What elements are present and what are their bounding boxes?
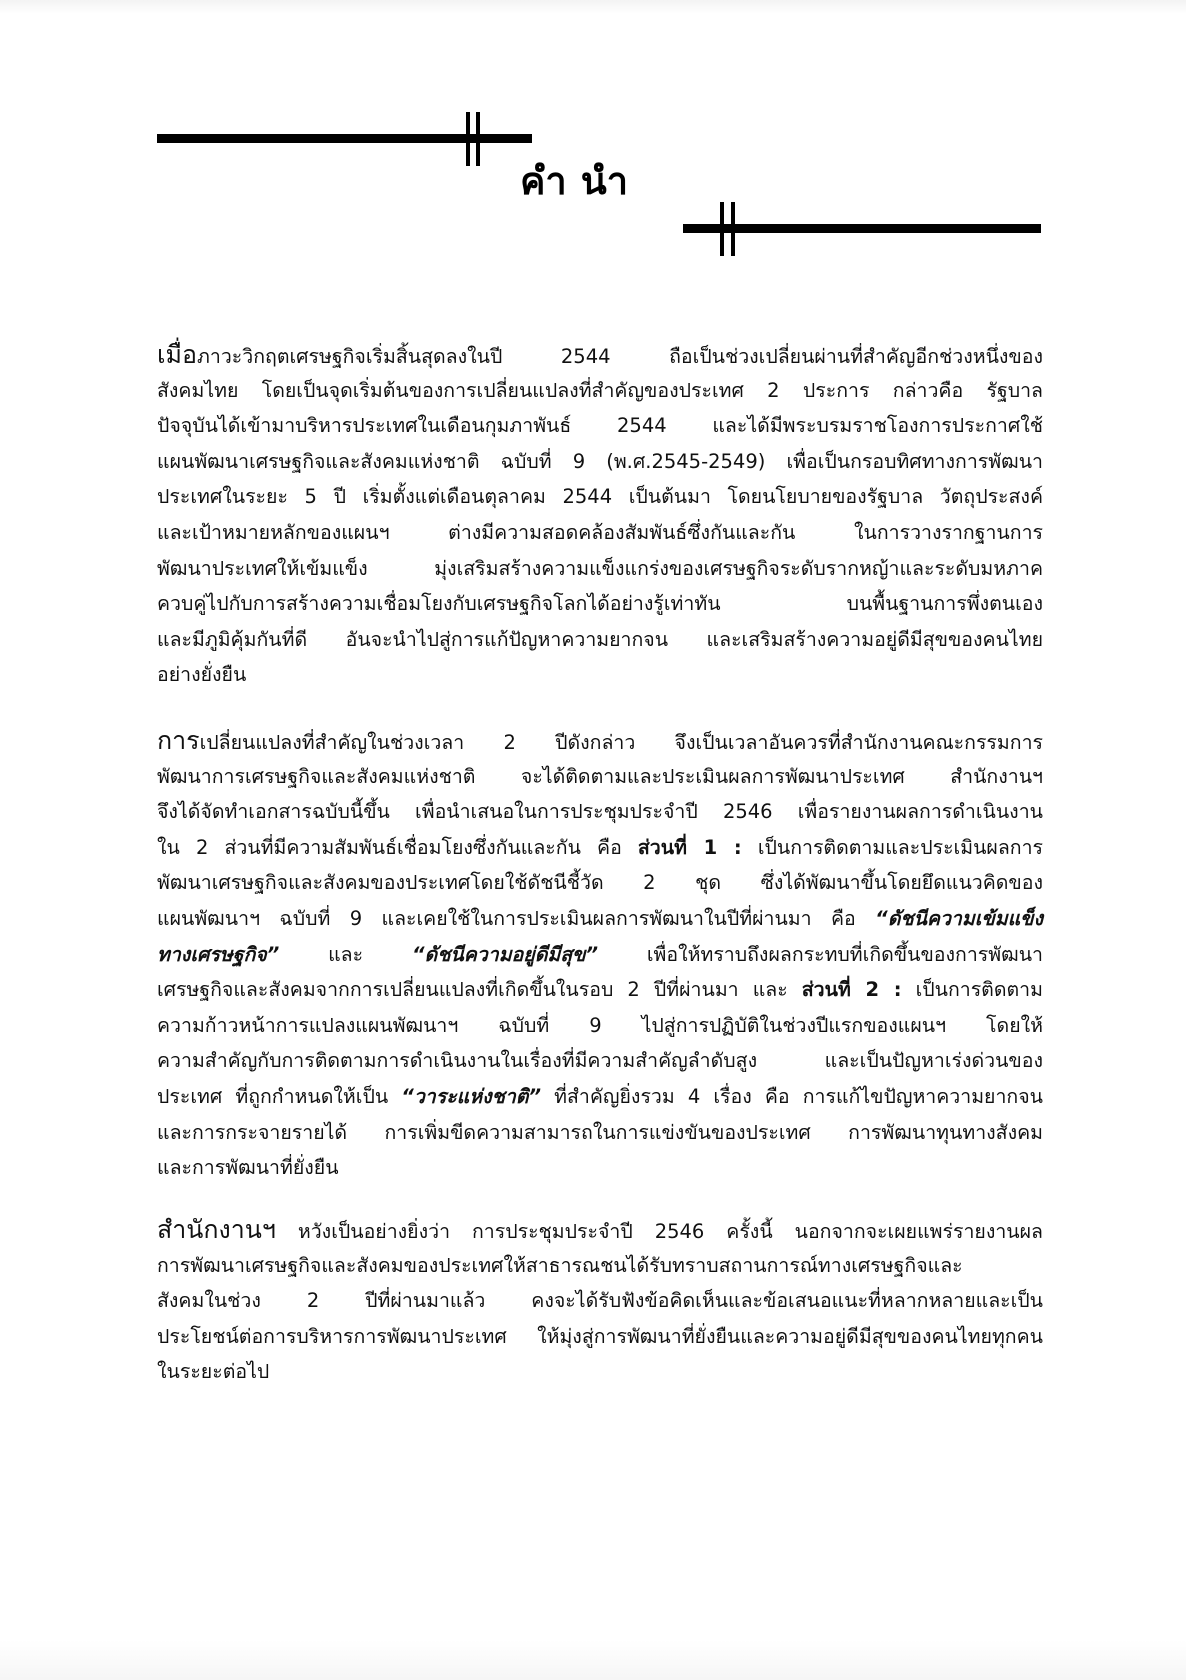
text-line: ความก้าวหน้าการแปลงแผนพัฒนาฯ ฉบับที่ 9 ไปสู่การปฏิบัติในช่วงปีแรกของแผนฯ โดยให้ — [157, 1013, 1043, 1037]
text-line: พัฒนาประเทศให้เข้มแข็ง มุ่งเสริมสร้างความแข็งแกร่งของเศรษฐกิจระดับรากหญ้าและระดับมหภาค — [157, 556, 1043, 580]
text-line: พัฒนาเศรษฐกิจและสังคมของประเทศโดยใช้ดัชนีชี้วัด 2 ชุด ซึ่งได้พัฒนาขึ้นโดยยึดแนวคิดของ — [157, 871, 1043, 895]
national-agenda-term: “วาระแห่งชาติ” — [401, 1084, 542, 1108]
text-line: ความสำคัญกับการติดตามการดำเนินงานในเรื่องที่มีความสำคัญลำดับสูง และเป็นปัญหาเร่งด่วนของ — [157, 1049, 1043, 1073]
text-line: และมีภูมิคุ้มกันที่ดี อันจะนำไปสู่การแก้ปัญหาความยากจน และเสริมสร้างความอยู่ดีมีสุขของคนไทย — [157, 627, 1043, 651]
paragraph-1 — [157, 337, 1043, 693]
text-line: การพัฒนาเศรษฐกิจและสังคมของประเทศให้สาธารณชนได้รับทราบสถานการณ์ทางเศรษฐกิจและ — [157, 1253, 963, 1277]
text-line: พัฒนาการเศรษฐกิจและสังคมแห่งชาติ จะได้ติดตามและประเมินผลการพัฒนาประเทศ สำนักงานฯ — [157, 764, 1043, 788]
text-line: ปัจจุบันได้เข้ามาบริหารประเทศในเดือนกุมภาพันธ์ 2544 และได้มีพระบรมราชโองการประกาศใช้ — [157, 414, 1043, 438]
text-line: และเป้าหมายหลักของแผนฯ ต่างมีความสอดคล้องสัมพันธ์ซึ่งกันและกัน ในการวางรากฐานการ — [157, 520, 1043, 544]
text-line: อย่างยั่งยืน — [157, 663, 247, 687]
wellbeing-index-term: “ดัชนีความอยู่ดีมีสุข” — [411, 942, 598, 966]
text-line: สังคมไทย โดยเป็นจุดเริ่มต้นของการเปลี่ยนแปลงที่สำคัญของประเทศ 2 ประการ กล่าวคือ รัฐบาล — [157, 378, 1043, 402]
title-rule-bottom-tick — [720, 202, 724, 256]
text-line: เศรษฐกิจและสังคมจากการเปลี่ยนแปลงที่เกิดขึ้นในรอบ 2 ปีที่ผ่านมา และ ส่วนที่ 2 : เป็นการติดตาม — [157, 978, 1043, 1002]
text-line: ใน 2 ส่วนที่มีความสัมพันธ์เชื่อมโยงซึ่งกันและกัน คือ ส่วนที่ 1 : เป็นการติดตามและประเมินผลการ — [157, 835, 1043, 859]
text-line: สังคมในช่วง 2 ปีที่ผ่านมาแล้ว คงจะได้รับฟังข้อคิดเห็นและข้อเสนอแนะที่หลากหลายและเป็น — [157, 1289, 1043, 1313]
text-line: แผนพัฒนาเศรษฐกิจและสังคมแห่งชาติ ฉบับที่ 9 (พ.ศ.2545-2549) เพื่อเป็นกรอบทิศทางการพัฒนา — [157, 449, 1043, 473]
text-line: ทางเศรษฐกิจ” และ “ดัชนีความอยู่ดีมีสุข” เพื่อให้ทราบถึงผลกระทบที่เกิดขึ้นของการพัฒนา — [157, 942, 1044, 966]
text-line: ประเทศ ที่ถูกกำหนดให้เป็น “วาระแห่งชาติ” ที่สำคัญยิ่งรวม 4 เรื่อง คือ การแก้ไขปัญหาความยากจน — [157, 1084, 1043, 1108]
text-line: และการกระจายรายได้ การเพิ่มขีดความสามารถในการแข่งขันของประเทศ การพัฒนาทุนทางสังคม — [157, 1120, 1043, 1144]
paragraph-3 — [157, 1212, 1043, 1390]
text-line: ประเทศในระยะ 5 ปี เริ่มตั้งแต่เดือนตุลาคม 2544 เป็นต้นมา โดยนโยบายของรัฐบาล วัตถุประสงค์ — [157, 485, 1043, 509]
text-line: เมื่อภาวะวิกฤตเศรษฐกิจเริ่มสิ้นสุดลงในปี 2544 ถือเป็นช่วงเปลี่ยนผ่านที่สำคัญอีกช่วงหนึ่งของ — [157, 340, 1043, 369]
text-line: ในระยะต่อไป — [157, 1360, 270, 1384]
title-rule-top-tick — [466, 112, 470, 166]
paragraph-lead-word: การ — [157, 726, 200, 755]
text-line: สำนักงานฯ หวังเป็นอย่างยิ่งว่า การประชุมประจำปี 2546 ครั้งนี้ นอกจากจะเผยแพร่รายงานผล — [157, 1215, 1043, 1244]
title-rule-bottom — [683, 224, 1041, 233]
paragraph-2 — [157, 723, 1043, 1186]
title-rule-top-tick — [476, 112, 480, 166]
text-line: และการพัฒนาที่ยั่งยืน — [157, 1156, 339, 1180]
paragraph-lead-word: สำนักงานฯ — [157, 1215, 276, 1244]
text-line: จึงได้จัดทำเอกสารฉบับนี้ขึ้น เพื่อนำเสนอในการประชุมประจำปี 2546 เพื่อรายงานผลการดำเนินงาน — [157, 800, 1043, 824]
text-line: การเปลี่ยนแปลงที่สำคัญในช่วงเวลา 2 ปีดังกล่าว จึงเป็นเวลาอันควรที่สำนักงานคณะกรรมการ — [157, 726, 1043, 755]
paragraph-lead-word: เมื่อ — [157, 340, 198, 369]
title-rule-bottom-tick — [731, 202, 735, 256]
text-line: แผนพัฒนาฯ ฉบับที่ 9 และเคยใช้ในการประเมินผลการพัฒนาในปีที่ผ่านมา คือ “ดัชนีความเข้มแข็ง — [157, 906, 1043, 930]
page-title: คำนำ — [520, 159, 643, 203]
text-line: ประโยชน์ต่อการบริหารการพัฒนาประเทศ ให้มุ่งสู่การพัฒนาที่ยั่งยืนและความอยู่ดีมีสุขของคนไทยทุกคน — [157, 1324, 1043, 1348]
section-2-label: ส่วนที่ 2 : — [801, 978, 902, 1002]
economic-strength-index-term: “ดัชนีความเข้มแข็ง — [875, 906, 1043, 930]
text-line: ควบคู่ไปกับการสร้างความเชื่อมโยงกับเศรษฐกิจโลกได้อย่างรู้เท่าทัน บนพื้นฐานการพึ่งตนเอง — [157, 592, 1043, 616]
economic-strength-index-term: ทางเศรษฐกิจ” — [157, 942, 280, 966]
section-1-label: ส่วนที่ 1 : — [637, 835, 742, 859]
